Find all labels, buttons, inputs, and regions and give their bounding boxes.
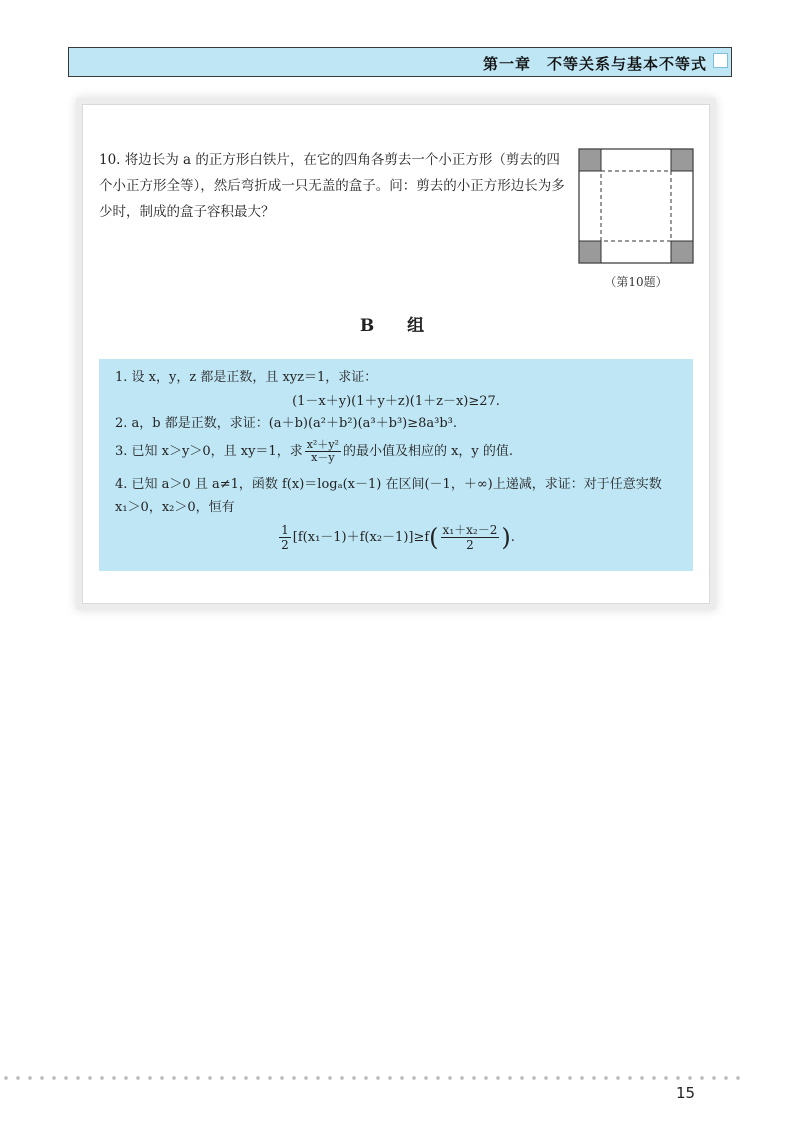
problem-1-formula: (1－x＋y)(1＋y＋z)(1＋z－x)≥27. bbox=[292, 394, 500, 409]
problem-1-text: 1. 设 x，y，z 都是正数，且 xyz＝1，求证： bbox=[115, 370, 378, 385]
problem-2-text: 2. a，b 都是正数，求证：(a＋b)(a²＋b²)(a³＋b³)≥8a³b³. bbox=[115, 416, 458, 431]
footer-dotted-line bbox=[0, 1076, 740, 1080]
problem-3-numerator: x²＋y² bbox=[306, 438, 339, 451]
problem-4-middle: [f(x₁－1)＋f(x₂－1)]≥f bbox=[292, 530, 430, 545]
problem-4-line-2: x₁＞0，x₂＞0，恒有 bbox=[115, 500, 235, 515]
box-net-figure bbox=[578, 148, 694, 264]
problem-3-post: 的最小值及相应的 x，y 的值. bbox=[342, 444, 514, 459]
left-paren: ( bbox=[429, 523, 439, 552]
group-b-panel bbox=[99, 359, 693, 571]
figure-caption: （第10题） bbox=[604, 275, 668, 289]
exercise-10-text: 10. 将边长为 a 的正方形白铁片，在它的四角各剪去一个小正方形（剪去的四个小正方形全等），然后弯折成一只无盖的盒子。问：剪去的小正方形边长为多少时，制成的盒子容积最大？ bbox=[99, 152, 565, 220]
right-paren: ) bbox=[501, 523, 511, 552]
argument-numerator: x₁＋x₂－2 bbox=[442, 523, 498, 537]
chapter-title: 第一章 不等关系与基本不等式 bbox=[482, 55, 707, 73]
argument-fraction bbox=[441, 523, 500, 552]
half-fraction bbox=[279, 523, 291, 552]
header-square-icon bbox=[713, 53, 728, 68]
chapter-header bbox=[68, 47, 732, 77]
problem-4-line-1: 4. 已知 a＞0 且 a≠1，函数 f(x)＝logₐ(x－1) 在区间(－1，＋∞)上递减，求证：对于任意实数 bbox=[115, 477, 662, 492]
group-b-heading: B 组 bbox=[359, 316, 433, 336]
half-numerator: 1 bbox=[281, 523, 289, 537]
problem-3-pre: 3. 已知 x＞y＞0，且 xy＝1，求 bbox=[115, 444, 303, 459]
exercise-card bbox=[82, 104, 710, 604]
problem-4-formula bbox=[99, 523, 693, 552]
page-number: 15 bbox=[676, 1084, 696, 1102]
argument-denominator: 2 bbox=[466, 538, 474, 552]
problem-3 bbox=[115, 439, 513, 464]
half-denominator: 2 bbox=[281, 538, 289, 552]
problem-3-fraction bbox=[305, 439, 341, 464]
problem-3-denominator: x－y bbox=[311, 451, 335, 464]
problem-4-end: . bbox=[510, 530, 515, 545]
